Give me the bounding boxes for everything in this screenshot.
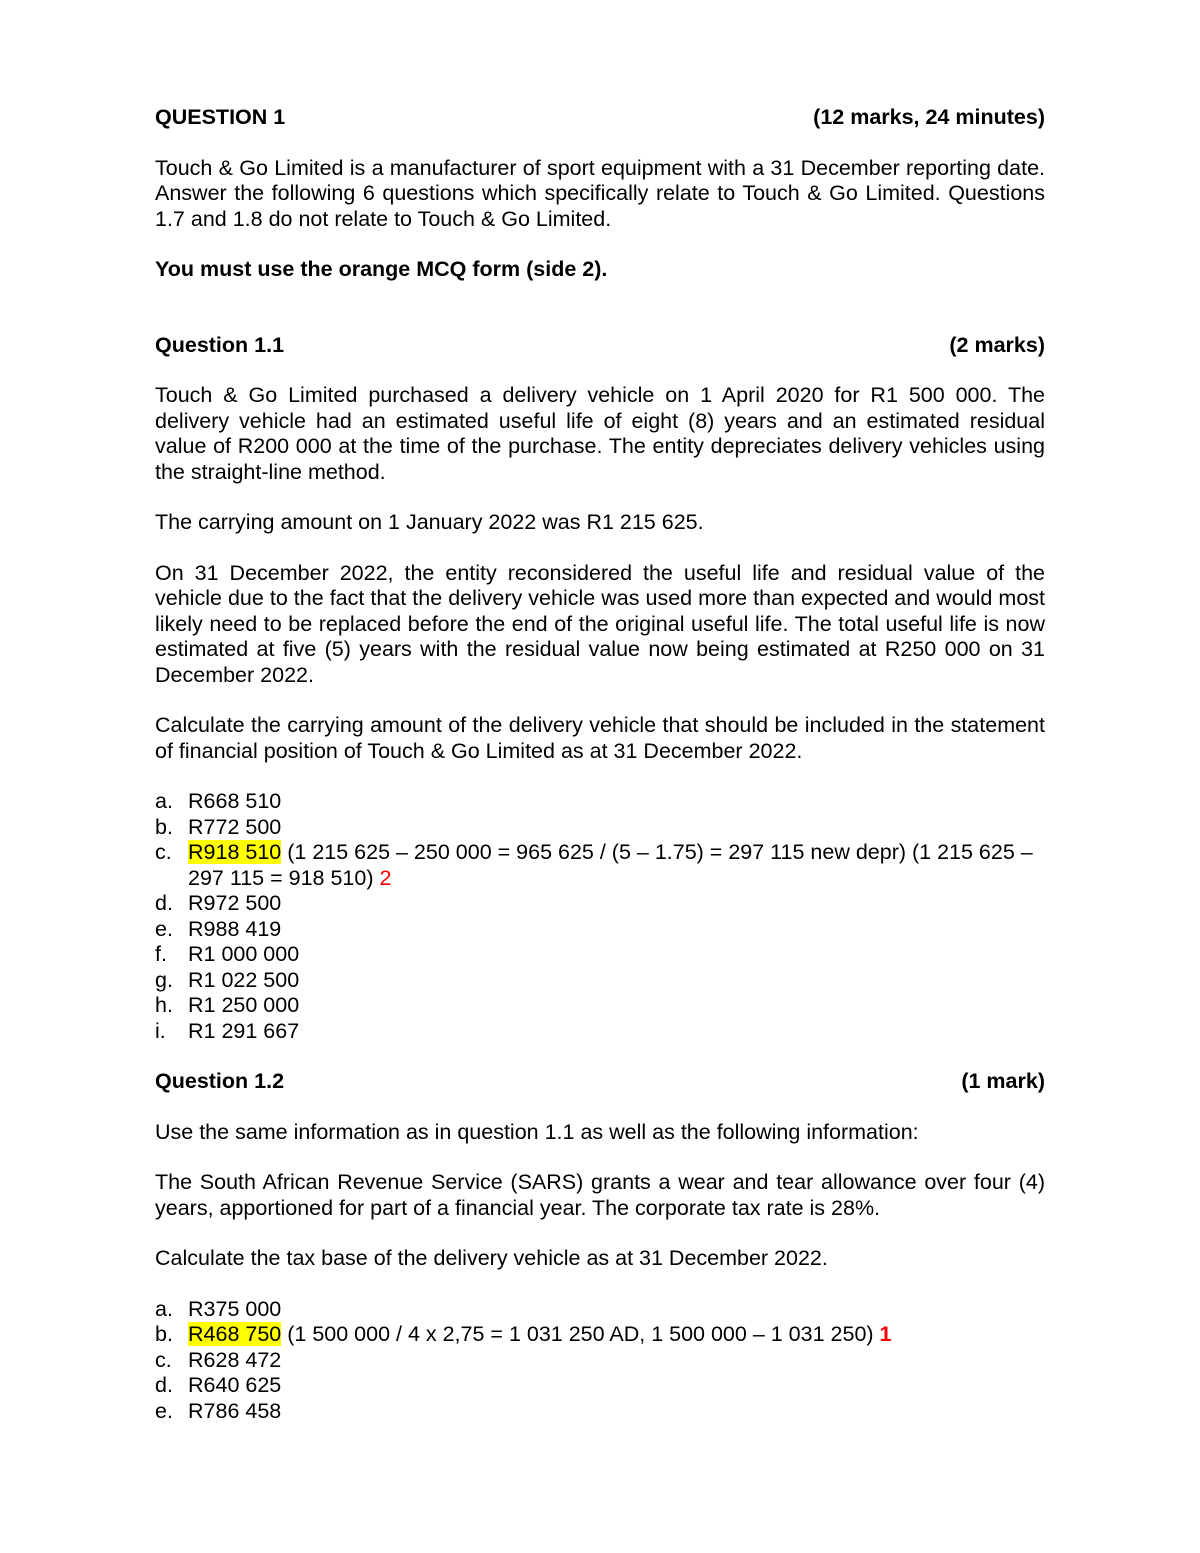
option-letter: i. — [155, 1018, 166, 1043]
question-1-instruction: You must use the orange MCQ form (side 2). — [155, 257, 608, 281]
question-1-2-paragraph: Calculate the tax base of the delivery vehicle as at 31 December 2022. — [155, 1246, 828, 1270]
option-text: R786 458 — [188, 1398, 282, 1423]
question-1-2-paragraph: Use the same information as in question 1.1 as well as the following information: — [155, 1119, 919, 1144]
option-d — [155, 891, 1045, 917]
option-text: R640 625 — [188, 1373, 282, 1397]
option-b — [155, 815, 1045, 841]
option-f — [155, 942, 1045, 968]
question-1-2-title: Question 1.2 — [155, 1069, 285, 1093]
option-c-correct — [155, 840, 1045, 891]
option-a — [155, 789, 1045, 815]
option-c — [155, 1348, 1045, 1374]
option-letter: e. — [155, 916, 173, 941]
option-letter: a. — [155, 789, 173, 813]
awarded-mark: 1 — [879, 1322, 892, 1346]
option-letter: b. — [155, 1322, 173, 1346]
question-1-1-paragraph: Calculate the carrying amount of the delivery vehicle that should be included in the statement of financial position of Touch & Go Limited as at 31 December 2022. — [155, 713, 1045, 763]
question-1-1-title: Question 1.1 — [155, 332, 285, 357]
option-e — [155, 1399, 1045, 1425]
question-1-intro: Touch & Go Limited is a manufacturer of sport equipment with a 31 December reporting date. Answer the following 6 questions which specifically relate to Touch & Go Limited. Questions 1.7 and 1.8 do not relate to Touch & Go Limited. — [155, 155, 1045, 231]
question-1-2-marks: (1 mark) — [961, 1069, 1045, 1093]
option-e — [155, 917, 1045, 943]
question-1-1-options — [155, 789, 1045, 1044]
question-1-title: QUESTION 1 — [155, 105, 286, 129]
option-text: R668 510 — [188, 789, 282, 813]
option-text: R1 250 000 — [188, 993, 300, 1017]
document-page — [155, 105, 1045, 1424]
option-letter: d. — [155, 1373, 173, 1397]
option-a — [155, 1297, 1045, 1323]
option-letter: e. — [155, 1398, 173, 1423]
question-1-1-marks: (2 marks) — [949, 332, 1045, 357]
question-1-heading — [155, 105, 1045, 131]
option-text: R1 291 667 — [188, 1018, 300, 1043]
highlighted-answer: R918 510 — [188, 840, 282, 864]
option-text: R628 472 — [188, 1347, 282, 1372]
option-text: R1 022 500 — [188, 967, 300, 992]
option-letter: a. — [155, 1296, 173, 1321]
option-d — [155, 1373, 1045, 1399]
question-1-2-heading — [155, 1069, 1045, 1095]
option-letter: c. — [155, 840, 172, 864]
option-letter: c. — [155, 1347, 172, 1372]
question-1-2-options — [155, 1297, 1045, 1425]
answer-working: (1 500 000 / 4 x 2,75 = 1 031 250 AD, 1 500 000 – 1 031 250) — [281, 1322, 880, 1346]
option-b-correct — [155, 1322, 1045, 1348]
option-h — [155, 993, 1045, 1019]
option-letter: g. — [155, 967, 173, 992]
option-letter: f. — [155, 942, 167, 966]
option-text: R375 000 — [188, 1296, 282, 1321]
question-1-1-paragraph: On 31 December 2022, the entity reconsidered the useful life and residual value of the vehicle due to the fact that the delivery vehicle was used more than expected and would most likely need to be replaced before the end of the original useful life. The total useful life is now estimated at five (5) years with the residual value now being estimated at R250 000 on 31 December 2022. — [155, 560, 1045, 687]
question-1-1-paragraph: The carrying amount on 1 January 2022 was R1 215 625. — [155, 510, 704, 534]
question-1-marks: (12 marks, 24 minutes) — [813, 105, 1045, 129]
option-text: R772 500 — [188, 814, 282, 839]
option-body — [188, 840, 1045, 891]
option-letter: b. — [155, 814, 173, 839]
option-g — [155, 968, 1045, 994]
option-body — [188, 1322, 1045, 1348]
option-letter: h. — [155, 993, 173, 1017]
question-1-2-paragraph: The South African Revenue Service (SARS) grants a wear and tear allowance over four (4) years, apportioned for part of a financial year. The corporate tax rate is 28%. — [155, 1170, 1045, 1220]
highlighted-answer: R468 750 — [188, 1322, 282, 1346]
awarded-mark: 2 — [379, 865, 392, 890]
option-letter: d. — [155, 891, 173, 915]
option-i — [155, 1019, 1045, 1045]
option-text: R1 000 000 — [188, 942, 300, 966]
question-1-1-heading — [155, 333, 1045, 359]
answer-working: (1 215 625 – 250 000 = 965 625 / (5 – 1.75) = 297 115 new depr) (1 215 625 – 297 115 = 918 510) — [188, 840, 1033, 890]
option-text: R972 500 — [188, 891, 282, 915]
option-text: R988 419 — [188, 916, 282, 941]
question-1-1-paragraph: Touch & Go Limited purchased a delivery vehicle on 1 April 2020 for R1 500 000. The delivery vehicle had an estimated useful life of eight (8) years and an estimated residual value of R200 000 at the time of the purchase. The entity depreciates delivery vehicles using the straight-line method. — [155, 383, 1045, 484]
